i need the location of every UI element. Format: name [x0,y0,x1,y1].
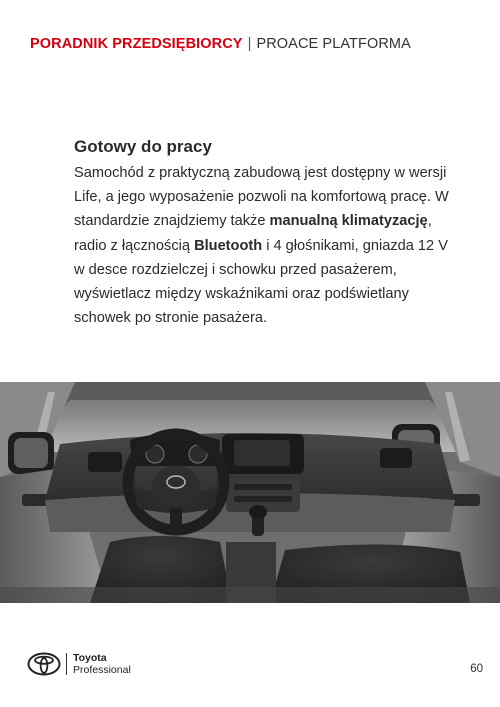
body-text-1: Samochód z praktyczną zabudową jest dostępny w wersji Life, a jego wyposażenie pozwoli na komfortową pracę. W standardzie znajdziemy także [74,165,449,230]
body-bold-climate: manualną klimatyzację [269,213,428,230]
cabin-interior-photo [0,382,500,603]
section-body [74,161,454,330]
logo-wordmark [73,652,131,676]
header-separator: | [247,36,252,52]
logo-line-professional: Professional [73,664,131,676]
toyota-professional-logo [27,652,131,676]
cabin-interior-illustration [0,382,500,603]
body-text-2: , radio z łącznością [74,213,432,254]
section-title: Gotowy do pracy [74,137,212,156]
logo-divider [66,653,67,675]
running-header [30,36,411,52]
article-section [74,137,454,330]
page-number: 60 [470,663,483,675]
body-text-3: i 4 głośnikami, gniazda 12 V w desce rozdzielczej i schowku przed pasażerem, wyświetlacz między wskaźnikami oraz podświetlany schowek po stronie pasażera. [74,237,448,327]
toyota-emblem-icon [27,652,61,676]
body-bold-bluetooth: Bluetooth [194,237,263,254]
header-subtitle: PROACE PLATFORMA [256,36,411,52]
logo-line-toyota: Toyota [73,652,107,664]
header-brand: PORADNIK PRZEDSIĘBIORCY [30,36,243,52]
